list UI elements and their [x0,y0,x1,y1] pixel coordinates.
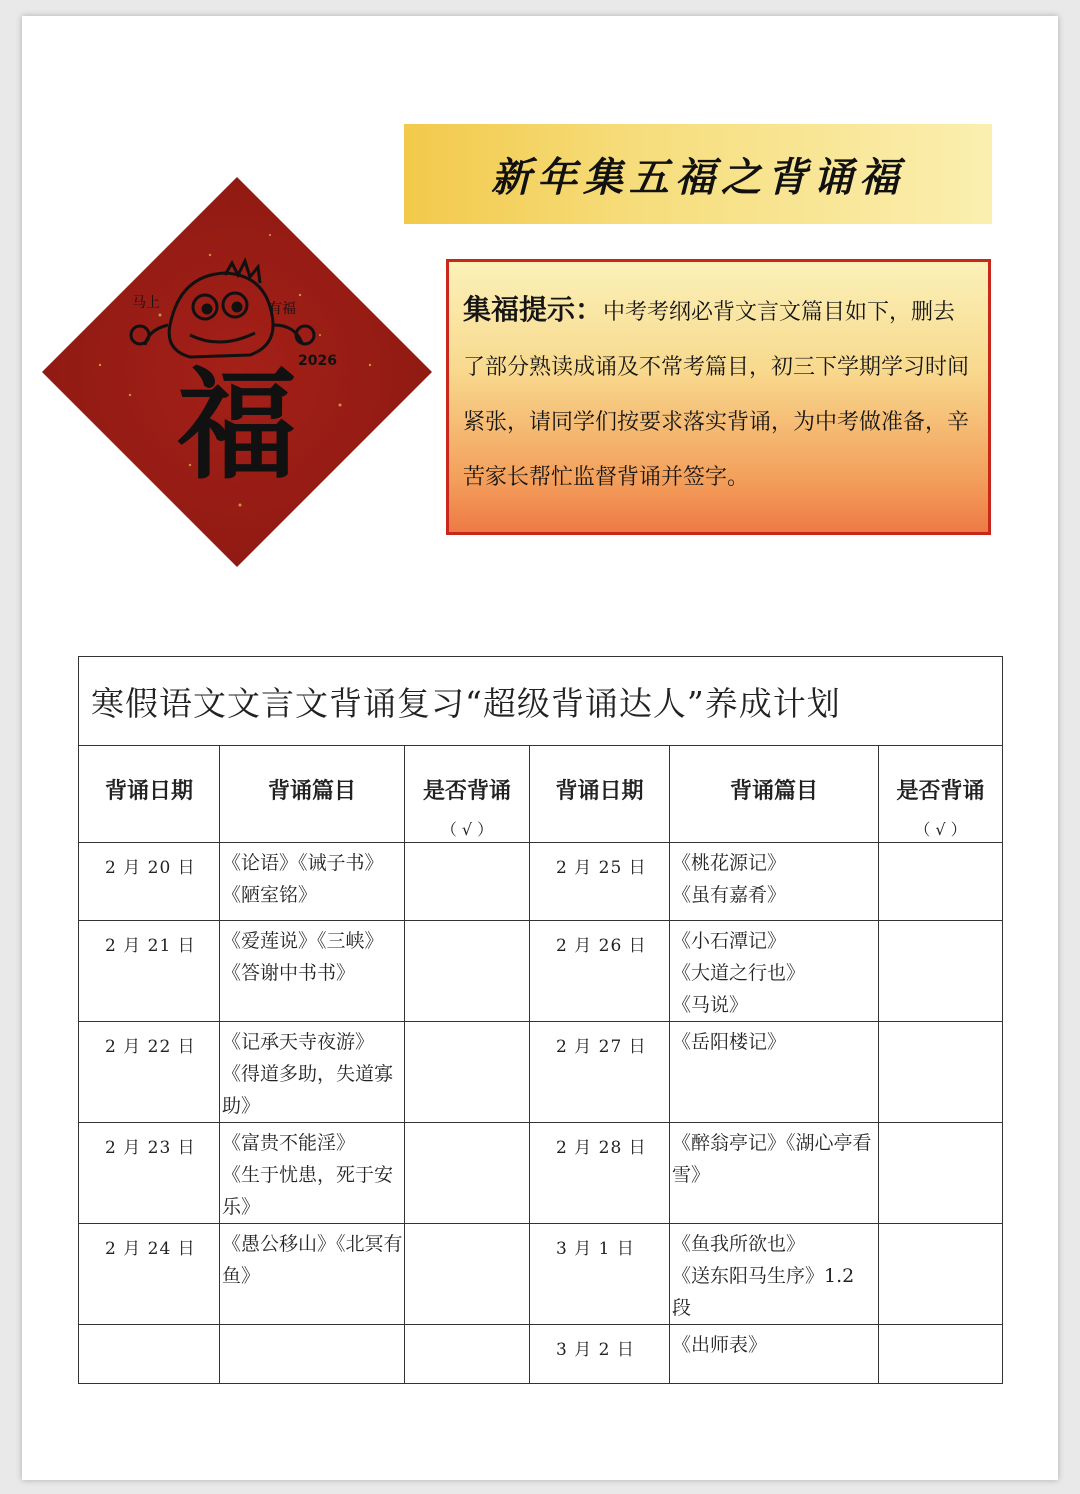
banner-title: 新年集五福之背诵福 [491,153,905,201]
header-date-right: 背诵日期 [530,746,670,843]
tip-text [463,282,976,505]
fu-card [40,175,434,569]
check-cell-right[interactable] [879,1224,1003,1325]
tip-box [446,259,991,535]
text-title: 《富贵不能淫》 [222,1132,356,1154]
date-cell-right: 2 月 28 日 [530,1123,670,1224]
text-title: 《愚公移山》《北冥有鱼》 [222,1233,403,1287]
fu-character: 福 [177,357,297,496]
text-title: 《醉翁亭记》《湖心亭看雪》 [672,1132,872,1186]
text-title: 《生于忧患，死于安乐》 [222,1164,394,1218]
check-cell-left[interactable] [405,1224,530,1325]
table-row [79,1325,1003,1384]
table-header-row [79,746,1003,843]
date-cell-left: 2 月 24 日 [79,1224,220,1325]
date-cell-right: 2 月 25 日 [530,843,670,921]
table-title: 寒假语文文言文背诵复习“超级背诵达人”养成计划 [79,657,1003,746]
texts-cell-left [220,843,405,921]
date-cell-right: 2 月 26 日 [530,921,670,1022]
texts-cell-left [220,1022,405,1123]
text-title: 《鱼我所欲也》 [672,1233,806,1255]
title-banner [404,124,992,224]
text-title: 《虽有嘉肴》 [672,884,787,906]
header-check-left: 是否背诵 （ √ ） [405,746,530,843]
date-cell-left: 2 月 20 日 [79,843,220,921]
recitation-plan-table [78,656,1003,1384]
tip-body: 中考考纲必背文言文篇目如下，删去了部分熟读成诵及不常考篇目，初三下学期学习时间紧张，请同学们按要求落实背诵，为中考做准备，辛苦家长帮忙监督背诵并签字。 [463,300,970,490]
texts-cell-right [670,1022,879,1123]
text-title: 《送东阳马生序》1.2 段 [672,1265,855,1319]
texts-cell-right [670,1123,879,1224]
texts-cell-left [220,1224,405,1325]
check-cell-left[interactable] [405,921,530,1022]
header-date-left: 背诵日期 [79,746,220,843]
fu-year-text: 2026 [298,353,337,369]
check-cell-right[interactable] [879,1325,1003,1384]
text-title: 《答谢中书书》 [222,962,356,984]
texts-cell-right [670,843,879,921]
texts-cell-right [670,921,879,1022]
table-body [79,843,1003,1384]
texts-cell-left [220,921,405,1022]
texts-cell-right [670,1224,879,1325]
date-cell-right: 3 月 1 日 [530,1224,670,1325]
text-title: 《得道多助，失道寡助》 [222,1063,394,1117]
date-cell-left: 2 月 21 日 [79,921,220,1022]
table-row [79,1123,1003,1224]
fu-left-text: 马上 [132,295,160,311]
date-cell-left [79,1325,220,1384]
text-title: 《桃花源记》 [672,852,787,874]
date-cell-right: 3 月 2 日 [530,1325,670,1384]
table-row [79,1022,1003,1123]
text-title: 《出师表》 [672,1334,768,1356]
header-texts-left: 背诵篇目 [220,746,405,843]
tip-head: 集福提示： [463,293,604,326]
texts-cell-left [220,1325,405,1384]
text-title: 《马说》 [672,994,749,1016]
check-cell-right[interactable] [879,843,1003,921]
text-title: 《小石潭记》 [672,930,787,952]
fu-right-text: 有福 [268,301,296,317]
table-row [79,1224,1003,1325]
texts-cell-right [670,1325,879,1384]
check-cell-right[interactable] [879,921,1003,1022]
table-row [79,921,1003,1022]
check-cell-left[interactable] [405,1022,530,1123]
table-row [79,843,1003,921]
text-title: 《大道之行也》 [672,962,806,984]
check-cell-left[interactable] [405,843,530,921]
text-title: 《论语》《诫子书》 [222,852,384,874]
check-cell-left[interactable] [405,1325,530,1384]
check-cell-left[interactable] [405,1123,530,1224]
check-cell-right[interactable] [879,1123,1003,1224]
check-cell-right[interactable] [879,1022,1003,1123]
header-texts-right: 背诵篇目 [670,746,879,843]
texts-cell-left [220,1123,405,1224]
date-cell-right: 2 月 27 日 [530,1022,670,1123]
header-check-right: 是否背诵 （ √ ） [879,746,1003,843]
text-title: 《爱莲说》《三峡》 [222,930,384,952]
date-cell-left: 2 月 22 日 [79,1022,220,1123]
text-title: 《岳阳楼记》 [672,1031,787,1053]
text-title: 《陋室铭》 [222,884,318,906]
date-cell-left: 2 月 23 日 [79,1123,220,1224]
text-title: 《记承天寺夜游》 [222,1031,375,1053]
fu-card-graphic [40,175,434,569]
